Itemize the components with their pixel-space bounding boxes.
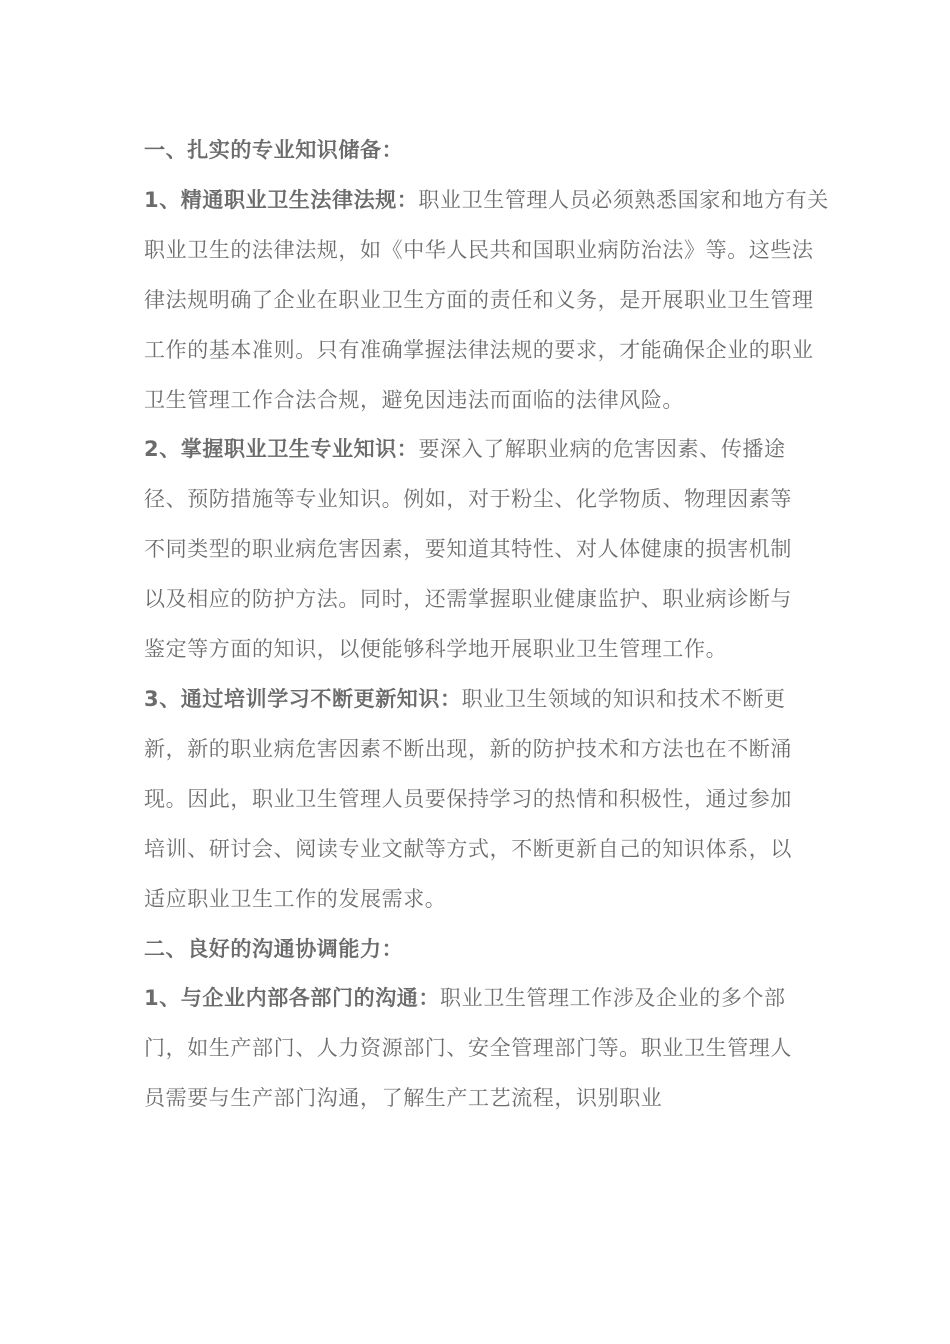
paragraph-text: 职业卫生管理工作涉及企业的多个部门，如生产部门、人力资源部门、安全管理部门等。职业卫生管理人员需要与生产部门沟通，了解生产工艺流程，识别职业 <box>144 986 792 1111</box>
paragraph-laws <box>144 176 834 426</box>
paragraph-training <box>144 675 810 925</box>
paragraph-lead: 2、掌握职业卫生专业知识： <box>144 437 419 462</box>
paragraph-lead: 1、与企业内部各部门的沟通： <box>144 986 441 1011</box>
section-heading-communication: 二、良好的沟通协调能力： <box>144 936 404 961</box>
paragraph-professional-knowledge <box>144 425 810 675</box>
paragraph-text: 职业卫生领域的知识和技术不断更新，新的职业病危害因素不断出现，新的防护技术和方法也在不断涌现。因此，职业卫生管理人员要保持学习的热情和积极性，通过参加培训、研讨会、阅读专业文献等方式，不断更新自己的知识体系，以适应职业卫生工作的发展需求。 <box>144 686 792 911</box>
paragraph-lead: 1、精通职业卫生法律法规： <box>144 187 419 212</box>
paragraph-internal-communication <box>144 974 810 1124</box>
document-body <box>144 126 834 1124</box>
paragraph-text: 职业卫生管理人员必须熟悉国家和地方有关职业卫生的法律法规，如《中华人民共和国职业病防治法》等。这些法律法规明确了企业在职业卫生方面的责任和义务，是开展职业卫生管理工作的基本准则。只有准确掌握法律法规的要求，才能确保企业的职业卫生管理工作合法合规，避免因违法而面临的法律风险。 <box>144 187 829 412</box>
section-heading-knowledge: 一、扎实的专业知识储备： <box>144 138 404 162</box>
paragraph-lead: 3、通过培训学习不断更新知识： <box>144 686 462 711</box>
paragraph-text: 要深入了解职业病的危害因素、传播途径、预防措施等专业知识。例如，对于粉尘、化学物质、物理因素等不同类型的职业病危害因素，要知道其特性、对人体健康的损害机制以及相应的防护方法。同时，还需掌握职业健康监护、职业病诊断与鉴定等方面的知识，以便能够科学地开展职业卫生管理工作。 <box>144 437 792 662</box>
